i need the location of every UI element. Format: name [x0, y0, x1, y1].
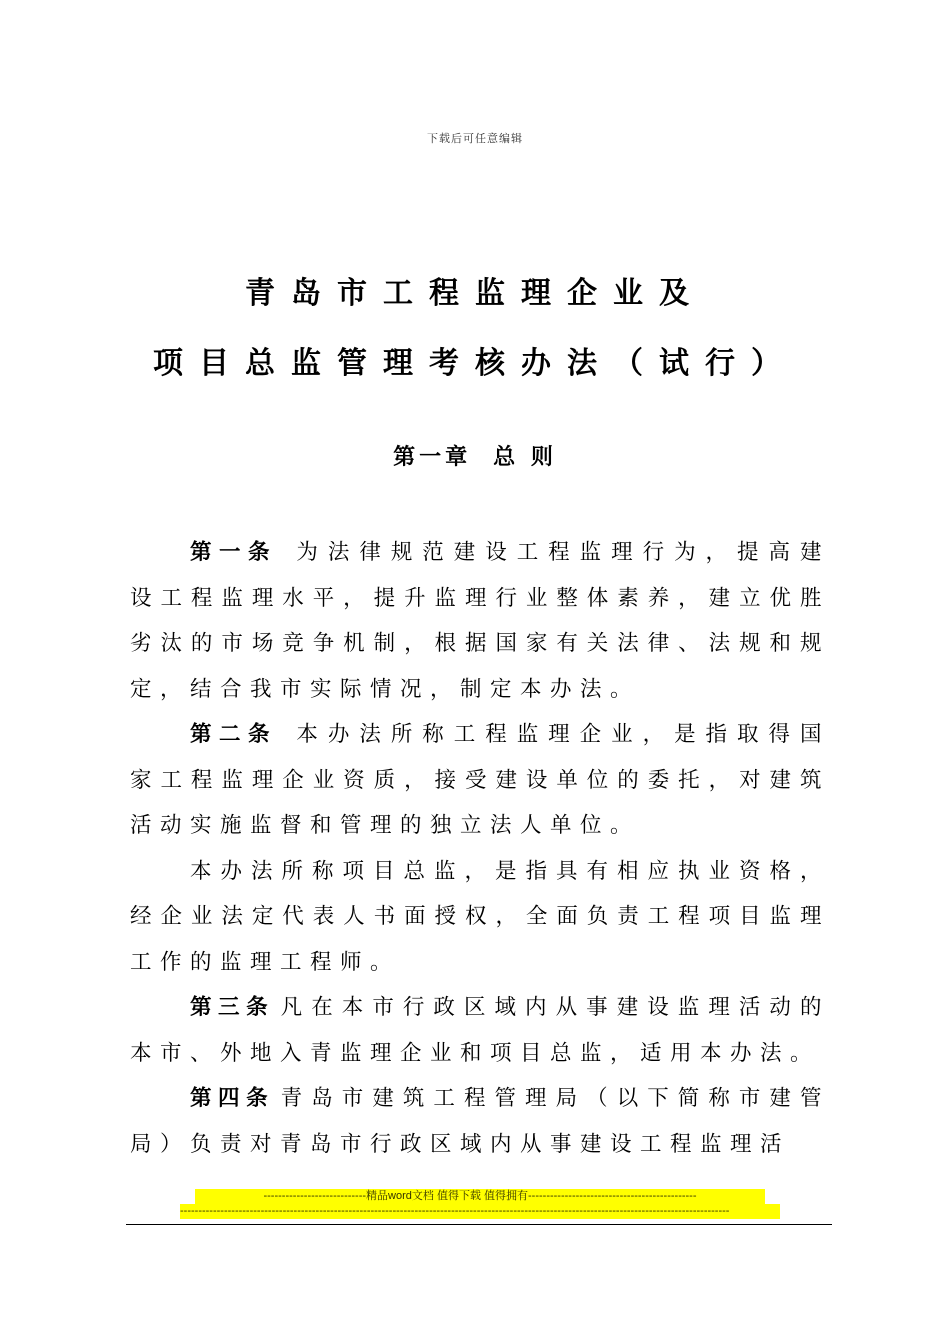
article-label: 第一条	[190, 540, 277, 565]
footer-banner-line-1: ----------------------------精品word文档 值得下载 值得拥有----------------------------------------------	[195, 1189, 765, 1204]
article-label: 第四条	[190, 1086, 275, 1111]
footer-rule	[126, 1224, 832, 1225]
header-note: 下载后可任意编辑	[427, 132, 523, 145]
article-paragraph	[130, 849, 830, 986]
document-title-line-1: 青岛市工程监理企业及	[245, 276, 705, 311]
article-paragraph	[130, 530, 830, 712]
article-label: 第二条	[190, 722, 277, 747]
chapter-heading	[0, 440, 950, 471]
article-paragraph	[130, 1076, 830, 1167]
chapter-name: 总 则	[493, 445, 557, 470]
article-text: 本办法所称项目总监，是指具有相应执业资格，经企业法定代表人书面授权，全面负责工程项目监理工作的监理工程师。	[130, 858, 830, 975]
article-paragraph	[130, 985, 830, 1076]
article-paragraph	[130, 712, 830, 849]
chapter-number: 第一章	[393, 445, 472, 470]
footer-banner	[180, 1189, 780, 1219]
article-text: 为法律规范建设工程监理行为，提高建设工程监理水平，提升监理行业整体素养，建立优胜劣汰的市场竞争机制，根据国家有关法律、法规和规定，结合我市实际情况，制定本办法。	[130, 540, 830, 702]
footer-banner-line-2: ------------------------------------------------------------------------------------------------------------------------------------------------------	[180, 1204, 780, 1219]
document-body	[130, 530, 830, 1167]
article-label: 第三条	[190, 995, 275, 1020]
article-text: 本办法所称工程监理企业，是指取得国家工程监理企业资质，接受建设单位的委托，对建筑活动实施监督和管理的独立法人单位。	[130, 722, 830, 838]
article-text: 青岛市建筑工程管理局（以下简称市建管局）负责对青岛市行政区域内从事建设工程监理活	[130, 1086, 830, 1157]
document-title-line-2: 项目总监管理考核办法（试行）	[153, 346, 797, 381]
article-text: 凡在本市行政区域内从事建设监理活动的本市、外地入青监理企业和项目总监，适用本办法。	[130, 995, 830, 1066]
